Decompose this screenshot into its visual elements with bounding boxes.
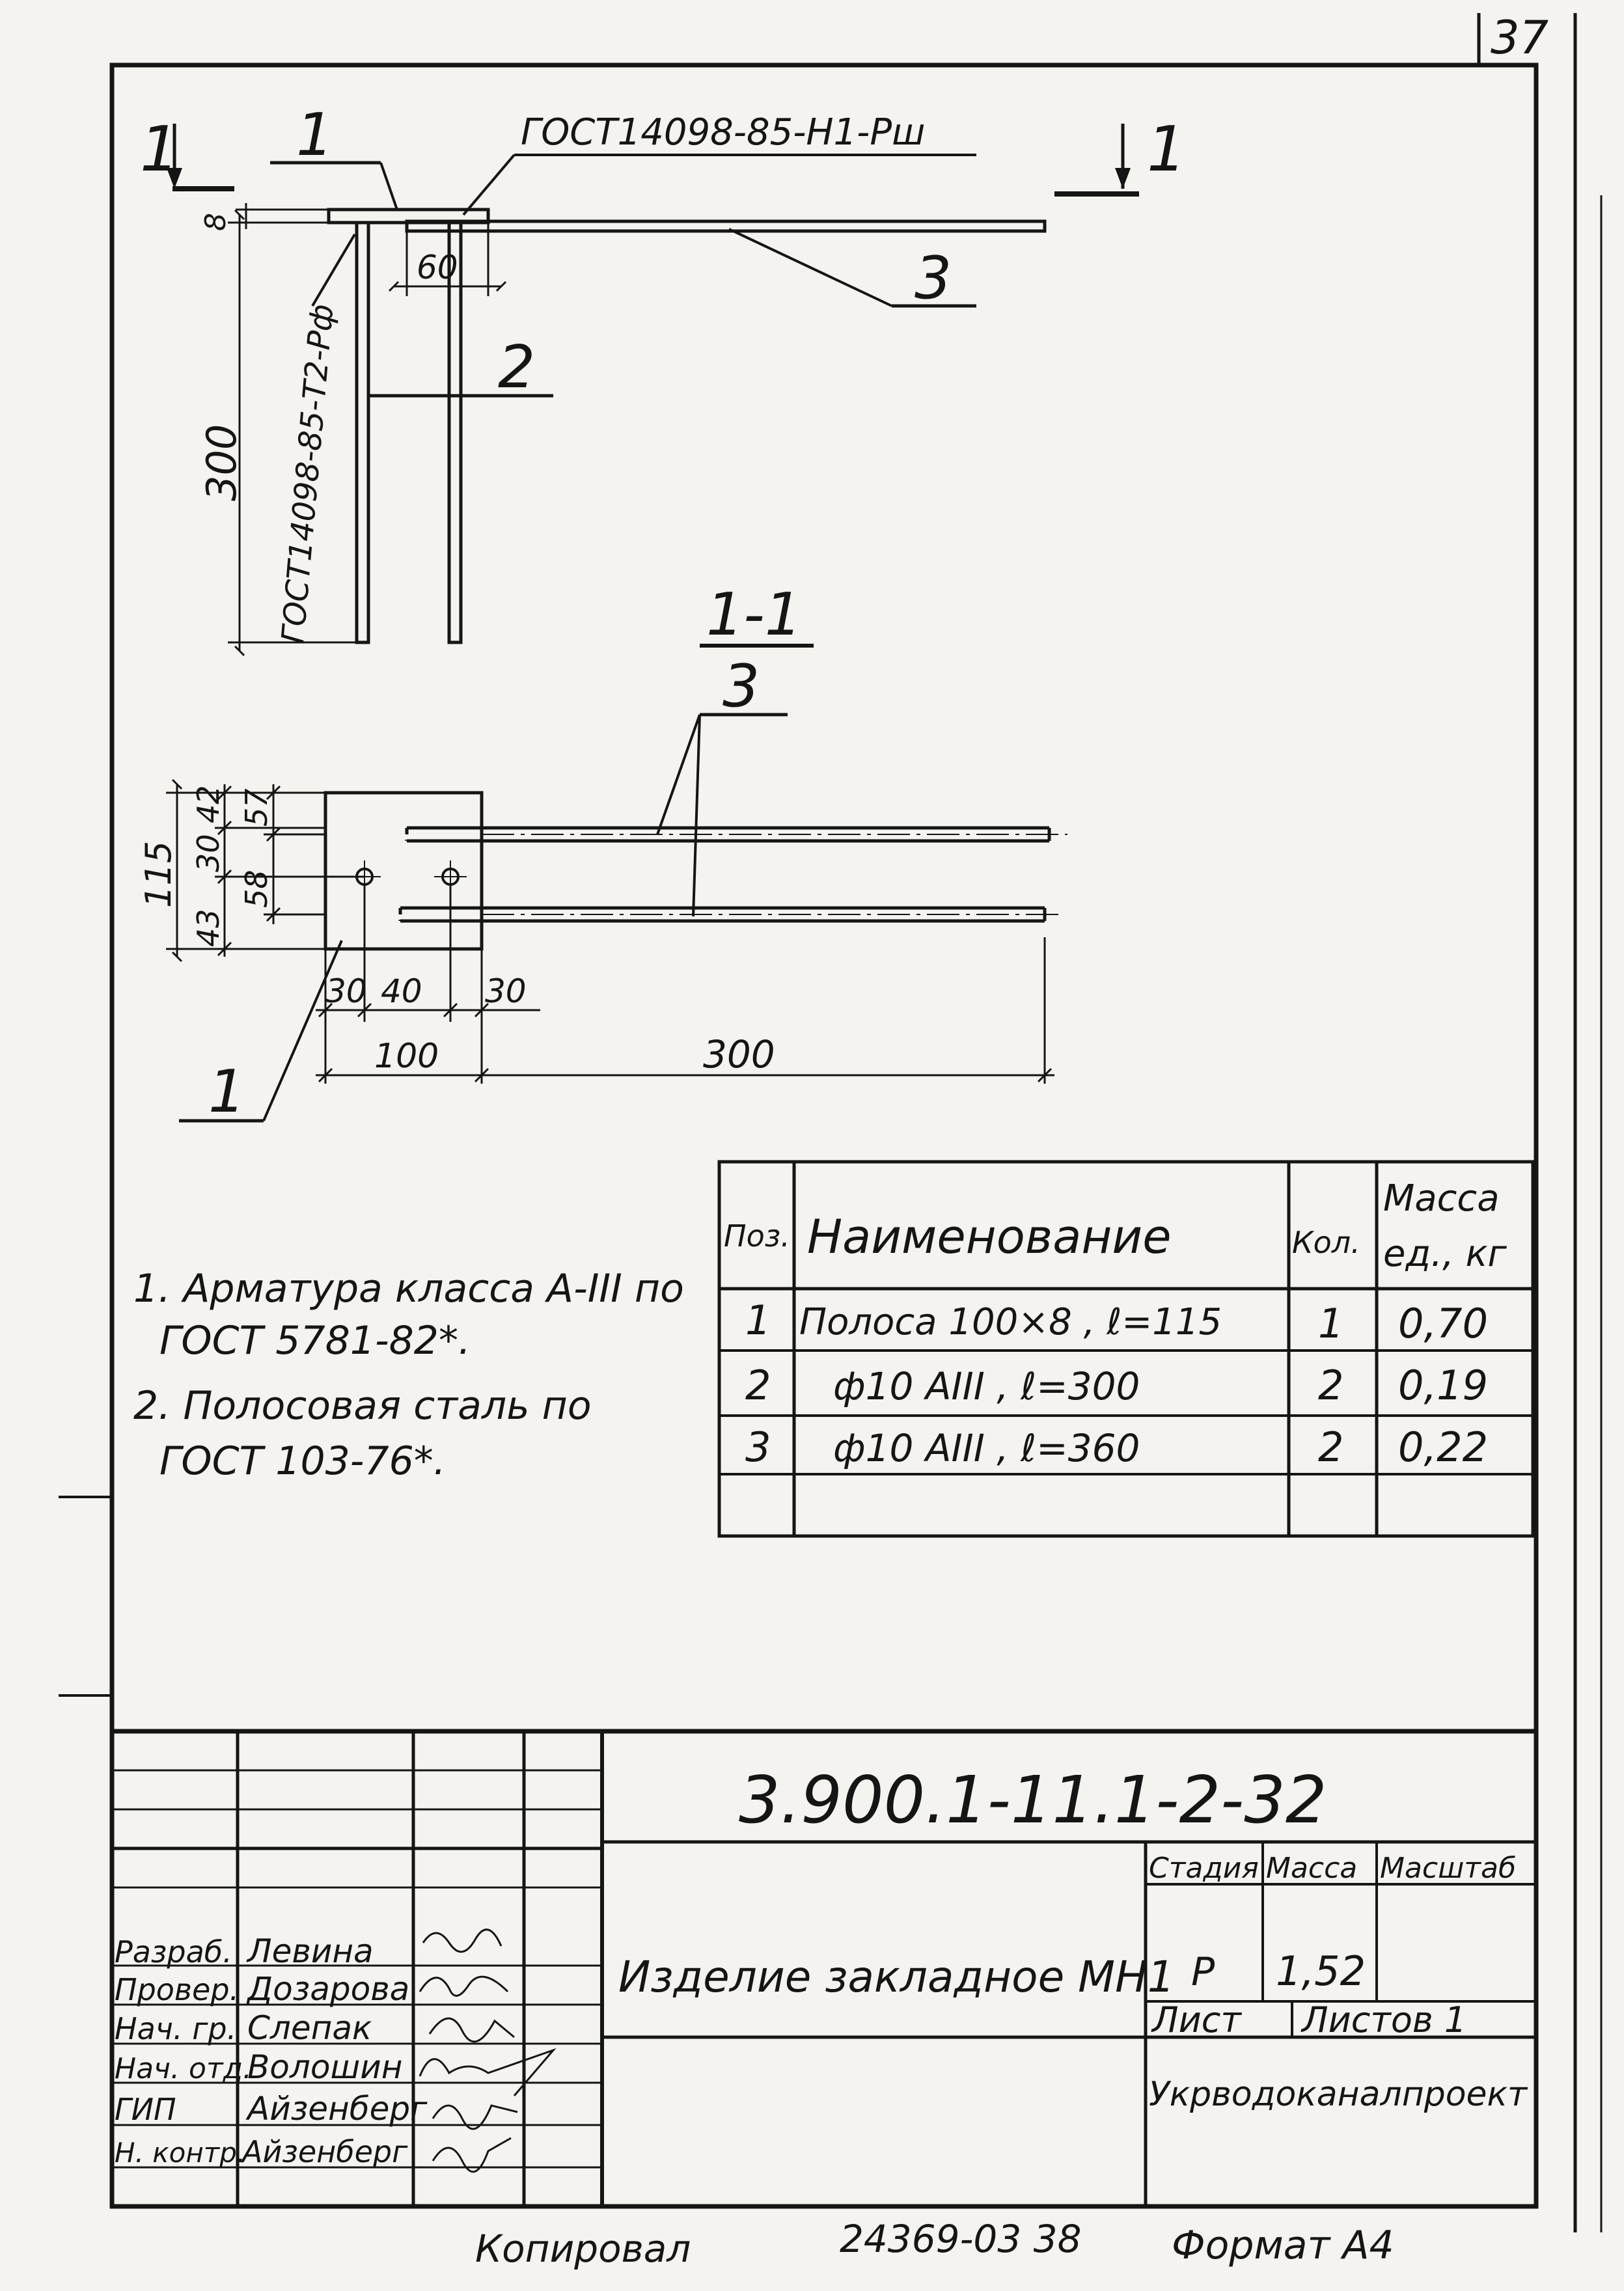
table-header-row — [724, 1177, 1511, 1275]
svg-text:1: 1 — [208, 1058, 246, 1126]
svg-text:1: 1 — [1147, 114, 1187, 185]
section-mark-left — [140, 114, 234, 189]
svg-text:2: 2 — [1318, 1362, 1344, 1409]
svg-text:Нач. гр.: Нач. гр. — [115, 2011, 237, 2046]
section-title — [700, 581, 814, 649]
anchor-pos2-left — [357, 223, 368, 642]
svg-text:ф10 АIII , ℓ=360: ф10 АIII , ℓ=360 — [833, 1426, 1140, 1470]
section-mark-right — [1054, 114, 1186, 194]
svg-text:57: 57 — [239, 788, 274, 827]
svg-text:Дозарова: Дозарова — [247, 1970, 410, 2008]
label-mass: Масса — [1266, 1852, 1358, 1885]
svg-text:3: 3 — [915, 244, 952, 312]
organization: Укрводоканалпроект — [1149, 2075, 1528, 2114]
svg-text:Айзенберг: Айзенберг — [242, 2134, 408, 2169]
sheet-frame — [59, 13, 1601, 2232]
svg-text:2: 2 — [1318, 1423, 1344, 1471]
svg-text:ГОСТ14098-85-Н1-Рш: ГОСТ14098-85-Н1-Рш — [521, 111, 926, 154]
svg-text:30: 30 — [191, 834, 226, 872]
title-block — [112, 1731, 1536, 2206]
svg-text:300: 300 — [703, 1032, 775, 1077]
note-2-line-2: ГОСТ 103-76*. — [159, 1438, 446, 1484]
bar-pos3-plan-top — [407, 828, 1067, 841]
svg-text:ГОСТ14098-85-Т2-Рф: ГОСТ14098-85-Т2-Рф — [275, 303, 341, 646]
header-pos: Поз. — [724, 1218, 790, 1254]
item-name: Изделие закладное МН1 — [618, 1952, 1175, 2002]
bar-pos3-plan-bottom — [400, 908, 1061, 921]
svg-text:60: 60 — [417, 249, 458, 286]
svg-text:100: 100 — [374, 1037, 439, 1076]
svg-text:0,70: 0,70 — [1398, 1300, 1489, 1347]
dimension-chain-57-58 — [239, 784, 325, 924]
footer-format: Формат А4 — [1172, 2223, 1394, 2268]
svg-text:Нач. отд.: Нач. отд. — [115, 2052, 252, 2085]
svg-text:1: 1 — [1318, 1300, 1344, 1347]
dimension-thickness — [199, 203, 329, 231]
svg-text:Левина: Левина — [247, 1932, 374, 1970]
svg-text:Слепак: Слепак — [247, 2009, 372, 2047]
svg-text:ГИП: ГИП — [115, 2092, 176, 2127]
svg-text:Разраб.: Разраб. — [115, 1934, 232, 1969]
footer-copied: Копировал — [475, 2227, 691, 2271]
page-number: 37 — [1491, 11, 1549, 64]
svg-text:43: 43 — [191, 909, 226, 947]
svg-text:0,19: 0,19 — [1398, 1362, 1489, 1409]
document-designation: 3.900.1-11.1-2-32 — [739, 1762, 1327, 1838]
label-stage: Стадия — [1149, 1852, 1259, 1885]
mass-value: 1,52 — [1276, 1947, 1366, 1995]
plate-pos1-plan — [325, 793, 482, 949]
section-view — [138, 581, 1067, 1126]
header-mass: Масса ед., кг — [1383, 1177, 1507, 1275]
svg-text:1-1: 1-1 — [706, 581, 802, 649]
stage-value: Р — [1191, 1949, 1215, 1995]
label-scale: Масштаб — [1380, 1852, 1517, 1885]
svg-text:2: 2 — [498, 333, 536, 402]
dimension-chain-43-30-42 — [191, 784, 365, 957]
note-1-line-1: 1. Арматура класса А-III по — [133, 1266, 684, 1311]
header-qty: Кол. — [1292, 1225, 1360, 1260]
staff-list — [115, 1932, 428, 2169]
elevation-view — [140, 101, 1186, 651]
note-2-line-1: 2. Полосовая сталь по — [133, 1383, 592, 1429]
footer-number: 24369-03 38 — [840, 2217, 1082, 2261]
svg-text:30: 30 — [485, 972, 527, 1010]
svg-text:1: 1 — [296, 101, 334, 169]
label-sheet: Лист — [1152, 1999, 1241, 2040]
dimension-height — [198, 215, 357, 651]
footer — [475, 2217, 1394, 2271]
svg-text:0,22: 0,22 — [1398, 1423, 1489, 1471]
svg-text:8: 8 — [199, 213, 232, 231]
svg-text:Полоса 100×8 , ℓ=115: Полоса 100×8 , ℓ=115 — [799, 1301, 1222, 1343]
svg-text:3: 3 — [723, 652, 760, 720]
svg-text:1: 1 — [140, 114, 180, 185]
leader-pos1-section — [179, 940, 342, 1126]
svg-text:3: 3 — [745, 1423, 771, 1471]
leader-pos3 — [729, 229, 976, 312]
dimension-total-height — [138, 784, 325, 957]
svg-text:Айзенберг: Айзенберг — [247, 2090, 428, 2128]
leader-pos3-section — [657, 652, 788, 916]
notes — [133, 1266, 684, 1484]
svg-text:40: 40 — [381, 972, 422, 1010]
specification-table — [719, 1162, 1533, 1536]
svg-text:Н. контр.: Н. контр. — [115, 2137, 246, 2169]
label-sheets: Листов 1 — [1302, 1999, 1467, 2040]
svg-text:42: 42 — [191, 785, 226, 823]
weld-note-vertical — [275, 234, 355, 645]
note-1-line-2: ГОСТ 5781-82*. — [159, 1318, 471, 1364]
bar-pos3-elevation — [407, 221, 1045, 231]
svg-text:ф10 АIII , ℓ=300: ф10 АIII , ℓ=300 — [833, 1364, 1140, 1408]
svg-text:2: 2 — [745, 1362, 771, 1409]
svg-text:300: 300 — [198, 424, 245, 501]
header-name: Наименование — [807, 1209, 1172, 1264]
weld-note-top — [463, 111, 976, 215]
svg-text:30: 30 — [325, 972, 367, 1010]
leader-pos1 — [270, 101, 397, 210]
svg-text:Провер.: Провер. — [115, 1972, 240, 2007]
svg-text:Волошин: Волошин — [247, 2048, 403, 2086]
svg-text:115: 115 — [138, 840, 179, 908]
svg-text:58: 58 — [239, 870, 274, 908]
svg-text:1: 1 — [745, 1296, 771, 1344]
